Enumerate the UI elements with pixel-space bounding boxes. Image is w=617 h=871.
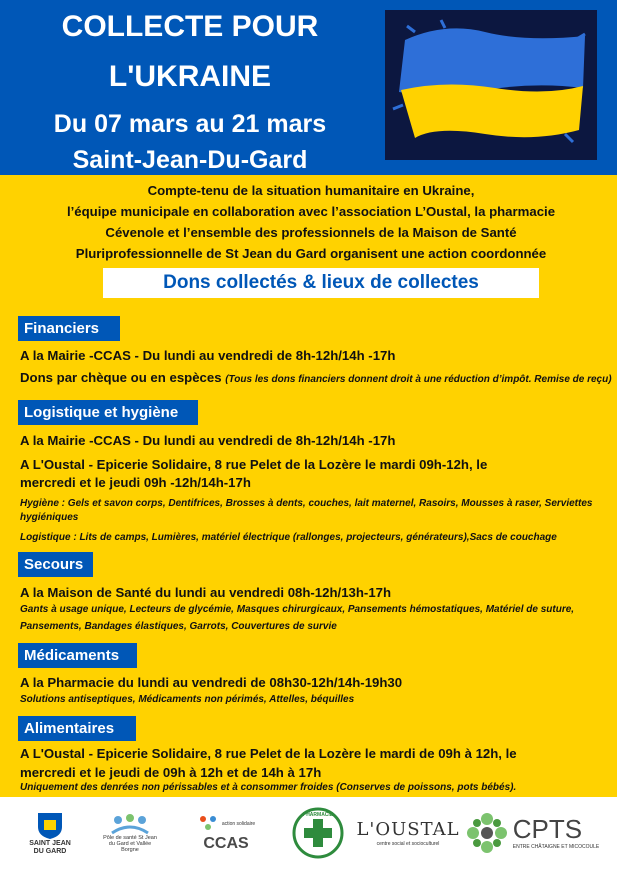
title-line-1: COLLECTE POUR <box>61 10 319 43</box>
ccas-logo <box>190 806 262 860</box>
logistique-line: A L'Oustal - Epicerie Solidaire, 8 rue Pelet de la Lozère le mardi 09h-12h, le <box>20 457 488 472</box>
medicaments-note: Solutions antiseptiques, Médicaments non périmés, Attelles, béquilles <box>20 694 355 705</box>
section-financiers: Financiers <box>18 316 120 341</box>
saint-jean-logo <box>28 806 72 860</box>
section-medicaments: Médicaments <box>18 643 137 668</box>
logistique-line: mercredi et le jeudi 09h -12h/14h-17h <box>20 475 251 490</box>
cpts-subtext: ENTRE CHÂTAIGNE ET MICOCOULE <box>512 844 600 850</box>
ukraine-flag-icon <box>385 10 597 160</box>
financiers-line: A la Mairie -CCAS - Du lundi au vendredi de 8h-12h/14h -17h <box>20 348 396 363</box>
flower-icon <box>465 811 509 855</box>
cpts-text: CPTS <box>512 814 583 844</box>
secours-line: A la Maison de Santé du lundi au vendredi 08h-12h/13h-17h <box>20 585 392 600</box>
intro-line: l’équipe municipale en collaboration avec l’association L’Oustal, la pharmacie <box>66 204 556 219</box>
intro-line: Cévenole et l’ensemble des professionnels de la Maison de Santé <box>105 225 517 240</box>
financiers-line <box>20 369 612 389</box>
donations-banner: Dons collectés & lieux de collectes <box>103 268 539 298</box>
intro-line: Pluriprofessionnelle de St Jean du Gard organisent une action coordonnée <box>75 246 547 261</box>
pharmacie-logo <box>290 806 346 860</box>
section-alimentaires: Alimentaires <box>18 716 136 741</box>
intro-text <box>12 180 610 264</box>
financiers-bold: Dons par chèque ou en espèces <box>20 370 222 385</box>
oustal-subtext: centre social et socioculturel <box>376 840 440 847</box>
intro-line: Compte-tenu de la situation humanitaire en Ukraine, <box>147 183 475 198</box>
alimentaires-line: A L'Oustal - Epicerie Solidaire, 8 rue Pelet de la Lozère le mardi de 09h à 12h, le <box>20 746 517 761</box>
ccas-subtext: action solidaire <box>221 821 256 827</box>
logistique-note: Hygiène : Gels et savon corps, Dentifrices, Brosses à dents, couches, lait maternel, Rasoirs, Mousses à raser, Serviettes hygiéniques <box>20 498 593 523</box>
oustal-text: L'OUSTAL <box>356 818 460 840</box>
alimentaires-line: mercredi et le jeudi de 09h à 12h et de 14h à 17h <box>20 765 322 780</box>
logistique-note: Logistique : Lits de camps, Lumières, matériel électrique (rallonges, projecteurs, générateurs),Sacs de couchage <box>20 532 557 543</box>
medicaments-line: A la Pharmacie du lundi au vendredi de 08h30-12h/14h-19h30 <box>20 675 403 690</box>
people-icon <box>197 813 219 835</box>
saint-jean-text: SAINT JEAN <box>29 840 71 847</box>
shield-icon <box>35 810 65 840</box>
secours-note: Gants à usage unique, Lecteurs de glycémie, Masques chirurgicaux, Pansements hémostatiques, Matériel de suture, Pansements, Bandages élastiques, Garrots, Couvertures de survie <box>20 604 575 632</box>
cpts-logo <box>462 806 602 860</box>
pole-sante-logo <box>100 806 160 860</box>
ccas-text: CCAS <box>203 835 249 852</box>
oustal-logo <box>356 806 460 860</box>
place: Saint-Jean-Du-Gard <box>72 146 308 174</box>
section-logistique: Logistique et hygiène <box>18 400 198 425</box>
alimentaires-note: Uniquement des denrées non périssables et à consommer froides (Conserves de poissons, pots bébés). <box>20 782 517 793</box>
title-line-2: L'UKRAINE <box>108 60 272 93</box>
people-icon <box>108 813 152 835</box>
saint-jean-text: DU GARD <box>33 848 67 855</box>
financiers-note: (Tous les dons financiers donnent droit à une réduction d’impôt. Remise de reçu) <box>225 374 612 385</box>
dates: Du 07 mars au 21 mars <box>53 110 327 138</box>
pharmacie-text: PHARMACIE <box>302 812 334 818</box>
logistique-line: A la Mairie -CCAS - Du lundi au vendredi de 8h-12h/14h -17h <box>20 433 396 448</box>
section-secours: Secours <box>18 552 93 577</box>
pole-sante-text: Pôle de santé St Jean du Gard et Vallée Borgne <box>103 835 157 853</box>
